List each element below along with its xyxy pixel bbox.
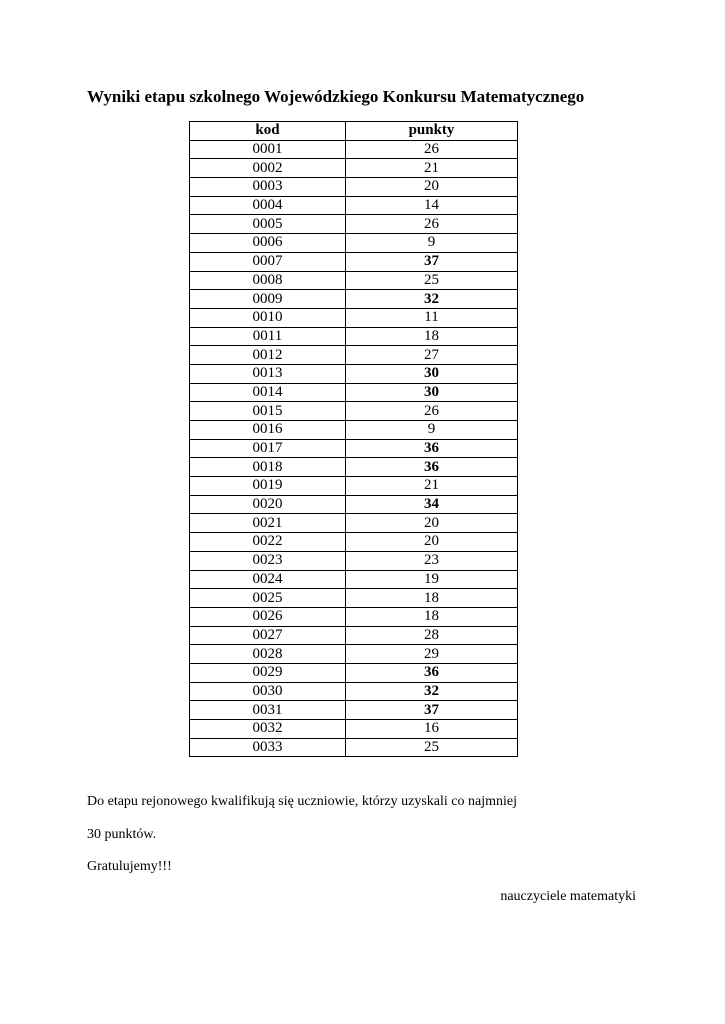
cell-kod: 0024 (190, 570, 346, 589)
table-row (190, 421, 518, 440)
cell-punkty: 34 (346, 495, 518, 514)
cell-punkty: 21 (346, 477, 518, 496)
cell-kod: 0030 (190, 682, 346, 701)
cell-kod: 0023 (190, 551, 346, 570)
table-row (190, 551, 518, 570)
table-row (190, 682, 518, 701)
cell-kod: 0004 (190, 196, 346, 215)
cell-punkty: 9 (346, 421, 518, 440)
cell-punkty: 30 (346, 364, 518, 383)
table-row (190, 178, 518, 197)
qualification-note: Do etapu rejonowego kwalifikują się uczniowie, którzy uzyskali co najmniej (87, 794, 517, 809)
column-header-punkty: punkty (346, 122, 518, 141)
table-row (190, 645, 518, 664)
cell-punkty: 28 (346, 626, 518, 645)
cell-kod: 0022 (190, 533, 346, 552)
cell-punkty: 21 (346, 159, 518, 178)
results-table (189, 121, 518, 757)
cell-punkty: 29 (346, 645, 518, 664)
cell-kod: 0019 (190, 477, 346, 496)
cell-punkty: 11 (346, 308, 518, 327)
cell-kod: 0001 (190, 140, 346, 159)
table-row (190, 271, 518, 290)
cell-kod: 0027 (190, 626, 346, 645)
table-row (190, 589, 518, 608)
cell-punkty: 18 (346, 607, 518, 626)
cell-kod: 0026 (190, 607, 346, 626)
table-row (190, 215, 518, 234)
cell-kod: 0013 (190, 364, 346, 383)
table-row (190, 495, 518, 514)
table-row (190, 607, 518, 626)
cell-punkty: 18 (346, 327, 518, 346)
results-table-body (190, 140, 518, 757)
cell-kod: 0025 (190, 589, 346, 608)
cell-kod: 0029 (190, 663, 346, 682)
cell-kod: 0012 (190, 346, 346, 365)
column-header-kod: kod (190, 122, 346, 141)
cell-kod: 0020 (190, 495, 346, 514)
cell-punkty: 16 (346, 720, 518, 739)
cell-punkty: 26 (346, 140, 518, 159)
table-row (190, 383, 518, 402)
cell-punkty: 36 (346, 663, 518, 682)
table-row (190, 252, 518, 271)
cell-kod: 0007 (190, 252, 346, 271)
cell-kod: 0002 (190, 159, 346, 178)
cell-kod: 0011 (190, 327, 346, 346)
table-header-row (190, 122, 518, 141)
table-row (190, 439, 518, 458)
cell-kod: 0017 (190, 439, 346, 458)
cell-kod: 0005 (190, 215, 346, 234)
cell-kod: 0021 (190, 514, 346, 533)
table-row (190, 533, 518, 552)
cell-kod: 0010 (190, 308, 346, 327)
cell-punkty: 25 (346, 271, 518, 290)
table-row (190, 364, 518, 383)
cell-kod: 0008 (190, 271, 346, 290)
table-row (190, 720, 518, 739)
table-row (190, 140, 518, 159)
cell-kod: 0028 (190, 645, 346, 664)
cell-kod: 0014 (190, 383, 346, 402)
table-row (190, 308, 518, 327)
cell-kod: 0031 (190, 701, 346, 720)
table-row (190, 402, 518, 421)
qualification-threshold: 30 punktów. (87, 827, 157, 842)
cell-punkty: 37 (346, 252, 518, 271)
table-row (190, 626, 518, 645)
cell-punkty: 9 (346, 234, 518, 253)
table-row (190, 458, 518, 477)
cell-punkty: 20 (346, 514, 518, 533)
table-row (190, 514, 518, 533)
cell-punkty: 32 (346, 682, 518, 701)
table-row (190, 290, 518, 309)
cell-punkty: 26 (346, 215, 518, 234)
table-row (190, 701, 518, 720)
cell-kod: 0016 (190, 421, 346, 440)
cell-punkty: 20 (346, 533, 518, 552)
cell-punkty: 14 (346, 196, 518, 215)
table-row (190, 327, 518, 346)
table-row (190, 570, 518, 589)
document-title: Wyniki etapu szkolnego Wojewódzkiego Konkursu Matematycznego (87, 87, 585, 106)
cell-kod: 0015 (190, 402, 346, 421)
table-row (190, 234, 518, 253)
cell-punkty: 37 (346, 701, 518, 720)
cell-kod: 0009 (190, 290, 346, 309)
cell-punkty: 18 (346, 589, 518, 608)
cell-kod: 0033 (190, 738, 346, 757)
cell-kod: 0018 (190, 458, 346, 477)
table-row (190, 738, 518, 757)
cell-punkty: 36 (346, 439, 518, 458)
cell-punkty: 32 (346, 290, 518, 309)
cell-kod: 0032 (190, 720, 346, 739)
cell-punkty: 27 (346, 346, 518, 365)
cell-punkty: 23 (346, 551, 518, 570)
cell-punkty: 30 (346, 383, 518, 402)
cell-punkty: 25 (346, 738, 518, 757)
table-row (190, 159, 518, 178)
cell-kod: 0003 (190, 178, 346, 197)
table-row (190, 477, 518, 496)
signature: nauczyciele matematyki (500, 889, 636, 904)
cell-punkty: 19 (346, 570, 518, 589)
table-row (190, 346, 518, 365)
cell-punkty: 36 (346, 458, 518, 477)
congratulations-text: Gratulujemy!!! (87, 859, 172, 874)
cell-kod: 0006 (190, 234, 346, 253)
table-row (190, 196, 518, 215)
table-row (190, 663, 518, 682)
cell-punkty: 26 (346, 402, 518, 421)
cell-punkty: 20 (346, 178, 518, 197)
